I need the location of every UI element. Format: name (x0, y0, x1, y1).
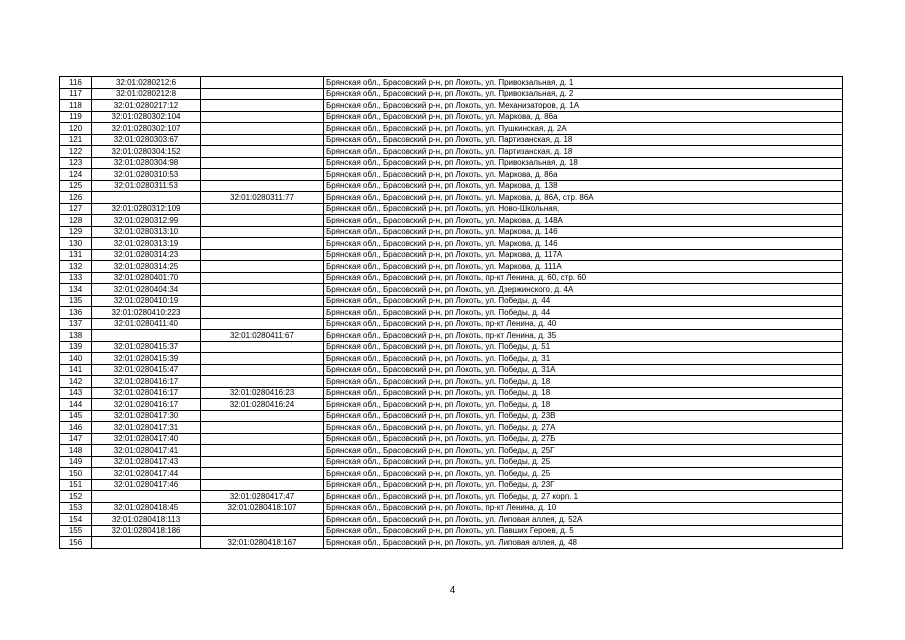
linked-cadastral-number-cell (201, 295, 324, 307)
linked-cadastral-number-cell (201, 341, 324, 353)
table-row (60, 468, 843, 480)
page-number: 4 (449, 585, 456, 596)
cadastral-number-cell: 32:01:0280416:17 (92, 376, 201, 388)
row-number-cell: 148 (60, 445, 92, 457)
cadastral-number-cell: 32:01:0280415:37 (92, 341, 201, 353)
address-cell: Брянская обл., Брасовский р-н, рп Локоть, пр-кт Ленина, д. 35 (324, 330, 843, 342)
address-cell: Брянская обл., Брасовский р-н, рп Локоть, ул. Липовая аллея, д. 48 (324, 537, 843, 549)
cadastral-number-cell: 32:01:0280303:67 (92, 134, 201, 146)
linked-cadastral-number-cell (201, 169, 324, 181)
row-number-cell: 137 (60, 318, 92, 330)
table-row (60, 111, 843, 123)
cadastral-number-cell (92, 491, 201, 503)
table-row (60, 525, 843, 537)
linked-cadastral-number-cell (201, 318, 324, 330)
address-cell: Брянская обл., Брасовский р-н, рп Локоть, пр-кт Ленина, д. 10 (324, 502, 843, 514)
table-row (60, 353, 843, 365)
linked-cadastral-number-cell (201, 525, 324, 537)
address-cell: Брянская обл., Брасовский р-н, рп Локоть, ул. Победы, д. 23Г (324, 479, 843, 491)
cadastral-number-cell: 32:01:0280418:113 (92, 514, 201, 526)
linked-cadastral-number-cell (201, 433, 324, 445)
table-row (60, 422, 843, 434)
address-cell: Брянская обл., Брасовский р-н, рп Локоть, ул. Маркова, д. 146 (324, 226, 843, 238)
cadastral-number-cell: 32:01:0280417:43 (92, 456, 201, 468)
cadastral-number-cell: 32:01:0280417:44 (92, 468, 201, 480)
cadastral-number-cell: 32:01:0280411:40 (92, 318, 201, 330)
row-number-cell: 128 (60, 215, 92, 227)
row-number-cell: 131 (60, 249, 92, 261)
linked-cadastral-number-cell (201, 123, 324, 135)
row-number-cell: 155 (60, 525, 92, 537)
table-row (60, 261, 843, 273)
table-row (60, 203, 843, 215)
cadastral-number-cell: 32:01:0280313:19 (92, 238, 201, 250)
address-cell: Брянская обл., Брасовский р-н, рп Локоть, пр-кт Ленина, д. 60, стр. 60 (324, 272, 843, 284)
address-cell: Брянская обл., Брасовский р-н, рп Локоть, ул. Победы, д. 25Г (324, 445, 843, 457)
address-cell: Брянская обл., Брасовский р-н, рп Локоть, ул. Победы, д. 18 (324, 387, 843, 399)
table-row (60, 387, 843, 399)
table-row (60, 146, 843, 158)
address-cell: Брянская обл., Брасовский р-н, рп Локоть, ул. Липовая аллея, д. 52А (324, 514, 843, 526)
row-number-cell: 149 (60, 456, 92, 468)
row-number-cell: 127 (60, 203, 92, 215)
row-number-cell: 156 (60, 537, 92, 549)
table-row (60, 226, 843, 238)
address-cell: Брянская обл., Брасовский р-н, рп Локоть, ул. Маркова, д. 111А (324, 261, 843, 273)
address-cell: Брянская обл., Брасовский р-н, рп Локоть, пр-кт Ленина, д. 40 (324, 318, 843, 330)
table-row (60, 376, 843, 388)
linked-cadastral-number-cell (201, 157, 324, 169)
table-row (60, 238, 843, 250)
row-number-cell: 116 (60, 77, 92, 89)
linked-cadastral-number-cell (201, 226, 324, 238)
row-number-cell: 150 (60, 468, 92, 480)
linked-cadastral-number-cell (201, 272, 324, 284)
cadastral-number-cell: 32:01:0280404:34 (92, 284, 201, 296)
table-row (60, 341, 843, 353)
address-cell: Брянская обл., Брасовский р-н, рп Локоть, ул. Дзержинского, д. 4А (324, 284, 843, 296)
address-cell: Брянская обл., Брасовский р-н, рп Локоть, ул. Победы, д. 27 корп. 1 (324, 491, 843, 503)
cadastral-number-cell: 32:01:0280212:8 (92, 88, 201, 100)
linked-cadastral-number-cell (201, 203, 324, 215)
linked-cadastral-number-cell (201, 364, 324, 376)
cadastral-number-cell: 32:01:0280417:41 (92, 445, 201, 457)
table-row (60, 77, 843, 89)
table-row (60, 169, 843, 181)
address-cell: Брянская обл., Брасовский р-н, рп Локоть, ул. Маркова, д. 86а (324, 169, 843, 181)
address-cell: Брянская обл., Брасовский р-н, рп Локоть, ул. Маркова, д. 146 (324, 238, 843, 250)
linked-cadastral-number-cell: 32:01:0280411:67 (201, 330, 324, 342)
row-number-cell: 146 (60, 422, 92, 434)
row-number-cell: 136 (60, 307, 92, 319)
address-cell: Брянская обл., Брасовский р-н, рп Локоть, ул. Маркова, д. 138 (324, 180, 843, 192)
address-cell: Брянская обл., Брасовский р-н, рп Локоть, ул. Павших Героев, д. 5 (324, 525, 843, 537)
linked-cadastral-number-cell (201, 376, 324, 388)
row-number-cell: 145 (60, 410, 92, 422)
address-cell: Брянская обл., Брасовский р-н, рп Локоть, ул. Победы, д. 44 (324, 307, 843, 319)
address-cell: Брянская обл., Брасовский р-н, рп Локоть, ул. Победы, д. 44 (324, 295, 843, 307)
row-number-cell: 126 (60, 192, 92, 204)
table-row (60, 410, 843, 422)
row-number-cell: 144 (60, 399, 92, 411)
cadastral-number-cell: 32:01:0280415:39 (92, 353, 201, 365)
row-number-cell: 154 (60, 514, 92, 526)
row-number-cell: 130 (60, 238, 92, 250)
row-number-cell: 119 (60, 111, 92, 123)
address-cell: Брянская обл., Брасовский р-н, рп Локоть, ул. Победы, д. 18 (324, 399, 843, 411)
cadastral-number-cell: 32:01:0280417:31 (92, 422, 201, 434)
linked-cadastral-number-cell: 32:01:0280416:24 (201, 399, 324, 411)
address-cell: Брянская обл., Брасовский р-н, рп Локоть, ул. Партизанская, д. 18 (324, 134, 843, 146)
table-row (60, 272, 843, 284)
cadastral-number-cell: 32:01:0280418:186 (92, 525, 201, 537)
address-cell: Брянская обл., Брасовский р-н, рп Локоть, ул. Победы, д. 18 (324, 376, 843, 388)
linked-cadastral-number-cell (201, 238, 324, 250)
document-table (59, 76, 843, 549)
table-row (60, 502, 843, 514)
linked-cadastral-number-cell (201, 146, 324, 158)
row-number-cell: 147 (60, 433, 92, 445)
cadastral-number-cell: 32:01:0280415:47 (92, 364, 201, 376)
table-row (60, 180, 843, 192)
address-cell: Брянская обл., Брасовский р-н, рп Локоть, ул. Маркова, д. 86А, стр. 86А (324, 192, 843, 204)
cadastral-number-cell: 32:01:0280410:19 (92, 295, 201, 307)
cadastral-number-cell: 32:01:0280418:45 (92, 502, 201, 514)
address-cell: Брянская обл., Брасовский р-н, рп Локоть, ул. Маркова, д. 148А (324, 215, 843, 227)
cadastral-number-cell: 32:01:0280416:17 (92, 399, 201, 411)
cadastral-number-cell: 32:01:0280417:46 (92, 479, 201, 491)
table-row (60, 192, 843, 204)
linked-cadastral-number-cell: 32:01:0280418:167 (201, 537, 324, 549)
address-cell: Брянская обл., Брасовский р-н, рп Локоть, ул. Победы, д. 31А (324, 364, 843, 376)
table-row (60, 318, 843, 330)
linked-cadastral-number-cell (201, 445, 324, 457)
cadastral-number-cell: 32:01:0280417:40 (92, 433, 201, 445)
table-row (60, 249, 843, 261)
linked-cadastral-number-cell (201, 422, 324, 434)
address-cell: Брянская обл., Брасовский р-н, рп Локоть, ул. Маркова, д. 117А (324, 249, 843, 261)
linked-cadastral-number-cell: 32:01:0280416:23 (201, 387, 324, 399)
row-number-cell: 133 (60, 272, 92, 284)
row-number-cell: 153 (60, 502, 92, 514)
row-number-cell: 122 (60, 146, 92, 158)
cadastral-number-cell: 32:01:0280312:109 (92, 203, 201, 215)
address-cell: Брянская обл., Брасовский р-н, рп Локоть, ул. Победы, д. 23В (324, 410, 843, 422)
cadastral-number-cell: 32:01:0280302:104 (92, 111, 201, 123)
linked-cadastral-number-cell: 32:01:0280311:77 (201, 192, 324, 204)
table-row (60, 88, 843, 100)
linked-cadastral-number-cell (201, 456, 324, 468)
address-cell: Брянская обл., Брасовский р-н, рп Локоть, ул. Победы, д. 25 (324, 468, 843, 480)
table-row (60, 157, 843, 169)
linked-cadastral-number-cell (201, 111, 324, 123)
address-cell: Брянская обл., Брасовский р-н, рп Локоть, ул. Пушкинская, д. 2А (324, 123, 843, 135)
table-row (60, 330, 843, 342)
row-number-cell: 123 (60, 157, 92, 169)
address-cell: Брянская обл., Брасовский р-н, рп Локоть, ул. Победы, д. 25 (324, 456, 843, 468)
linked-cadastral-number-cell (201, 514, 324, 526)
table-row (60, 295, 843, 307)
cadastral-number-cell: 32:01:0280310:53 (92, 169, 201, 181)
linked-cadastral-number-cell: 32:01:0280417:47 (201, 491, 324, 503)
table-row (60, 134, 843, 146)
row-number-cell: 121 (60, 134, 92, 146)
table-row (60, 364, 843, 376)
cadastral-number-cell: 32:01:0280417:30 (92, 410, 201, 422)
table-row (60, 456, 843, 468)
table-row (60, 284, 843, 296)
linked-cadastral-number-cell (201, 100, 324, 112)
table-row (60, 514, 843, 526)
table-body (60, 77, 843, 549)
table-row (60, 433, 843, 445)
linked-cadastral-number-cell (201, 479, 324, 491)
linked-cadastral-number-cell (201, 307, 324, 319)
address-cell: Брянская обл., Брасовский р-н, рп Локоть, ул. Победы, д. 27А (324, 422, 843, 434)
cadastral-number-cell: 32:01:0280311:53 (92, 180, 201, 192)
cadastral-number-cell: 32:01:0280304:98 (92, 157, 201, 169)
table-row (60, 491, 843, 503)
row-number-cell: 117 (60, 88, 92, 100)
cadastral-number-cell: 32:01:0280302:107 (92, 123, 201, 135)
table-row (60, 479, 843, 491)
row-number-cell: 140 (60, 353, 92, 365)
address-cell: Брянская обл., Брасовский р-н, рп Локоть, ул. Победы, д. 51 (324, 341, 843, 353)
address-cell: Брянская обл., Брасовский р-н, рп Локоть, ул. Партизанская, д. 18 (324, 146, 843, 158)
address-cell: Брянская обл., Брасовский р-н, рп Локоть, ул. Привокзальная, д. 2 (324, 88, 843, 100)
linked-cadastral-number-cell (201, 284, 324, 296)
table-row (60, 445, 843, 457)
cadastral-number-cell: 32:01:0280314:25 (92, 261, 201, 273)
row-number-cell: 152 (60, 491, 92, 503)
table-row (60, 537, 843, 549)
table-row (60, 307, 843, 319)
cadastral-number-cell: 32:01:0280410:223 (92, 307, 201, 319)
address-cell: Брянская обл., Брасовский р-н, рп Локоть, ул. Победы, д. 31 (324, 353, 843, 365)
cadastral-number-cell (92, 192, 201, 204)
row-number-cell: 143 (60, 387, 92, 399)
table-row (60, 399, 843, 411)
address-cell: Брянская обл., Брасовский р-н, рп Локоть, ул. Ново-Школьная, (324, 203, 843, 215)
row-number-cell: 151 (60, 479, 92, 491)
cadastral-number-cell: 32:01:0280416:17 (92, 387, 201, 399)
linked-cadastral-number-cell (201, 249, 324, 261)
address-cell: Брянская обл., Брасовский р-н, рп Локоть, ул. Победы, д. 27Б (324, 433, 843, 445)
cadastral-number-cell: 32:01:0280314:23 (92, 249, 201, 261)
linked-cadastral-number-cell: 32:01:0280418:107 (201, 502, 324, 514)
linked-cadastral-number-cell (201, 134, 324, 146)
row-number-cell: 129 (60, 226, 92, 238)
linked-cadastral-number-cell (201, 261, 324, 273)
address-cell: Брянская обл., Брасовский р-н, рп Локоть, ул. Механизаторов, д. 1А (324, 100, 843, 112)
cadastral-number-cell: 32:01:0280401:70 (92, 272, 201, 284)
table-row (60, 123, 843, 135)
row-number-cell: 124 (60, 169, 92, 181)
cadastral-number-cell: 32:01:0280304:152 (92, 146, 201, 158)
row-number-cell: 139 (60, 341, 92, 353)
table-row (60, 100, 843, 112)
row-number-cell: 134 (60, 284, 92, 296)
table-row (60, 215, 843, 227)
linked-cadastral-number-cell (201, 468, 324, 480)
cadastral-number-cell: 32:01:0280212:6 (92, 77, 201, 89)
cadastral-number-cell: 32:01:0280313:10 (92, 226, 201, 238)
address-cell: Брянская обл., Брасовский р-н, рп Локоть, ул. Маркова, д. 86а (324, 111, 843, 123)
row-number-cell: 135 (60, 295, 92, 307)
row-number-cell: 141 (60, 364, 92, 376)
cadastral-number-cell: 32:01:0280312:99 (92, 215, 201, 227)
cadastral-number-cell: 32:01:0280217:12 (92, 100, 201, 112)
address-cell: Брянская обл., Брасовский р-н, рп Локоть, ул. Привокзальная, д. 18 (324, 157, 843, 169)
row-number-cell: 118 (60, 100, 92, 112)
linked-cadastral-number-cell (201, 353, 324, 365)
row-number-cell: 132 (60, 261, 92, 273)
linked-cadastral-number-cell (201, 215, 324, 227)
linked-cadastral-number-cell (201, 180, 324, 192)
address-cell: Брянская обл., Брасовский р-н, рп Локоть, ул. Привокзальная, д. 1 (324, 77, 843, 89)
linked-cadastral-number-cell (201, 88, 324, 100)
row-number-cell: 142 (60, 376, 92, 388)
row-number-cell: 138 (60, 330, 92, 342)
linked-cadastral-number-cell (201, 77, 324, 89)
row-number-cell: 120 (60, 123, 92, 135)
cadastral-number-cell (92, 537, 201, 549)
row-number-cell: 125 (60, 180, 92, 192)
cadastral-number-cell (92, 330, 201, 342)
linked-cadastral-number-cell (201, 410, 324, 422)
